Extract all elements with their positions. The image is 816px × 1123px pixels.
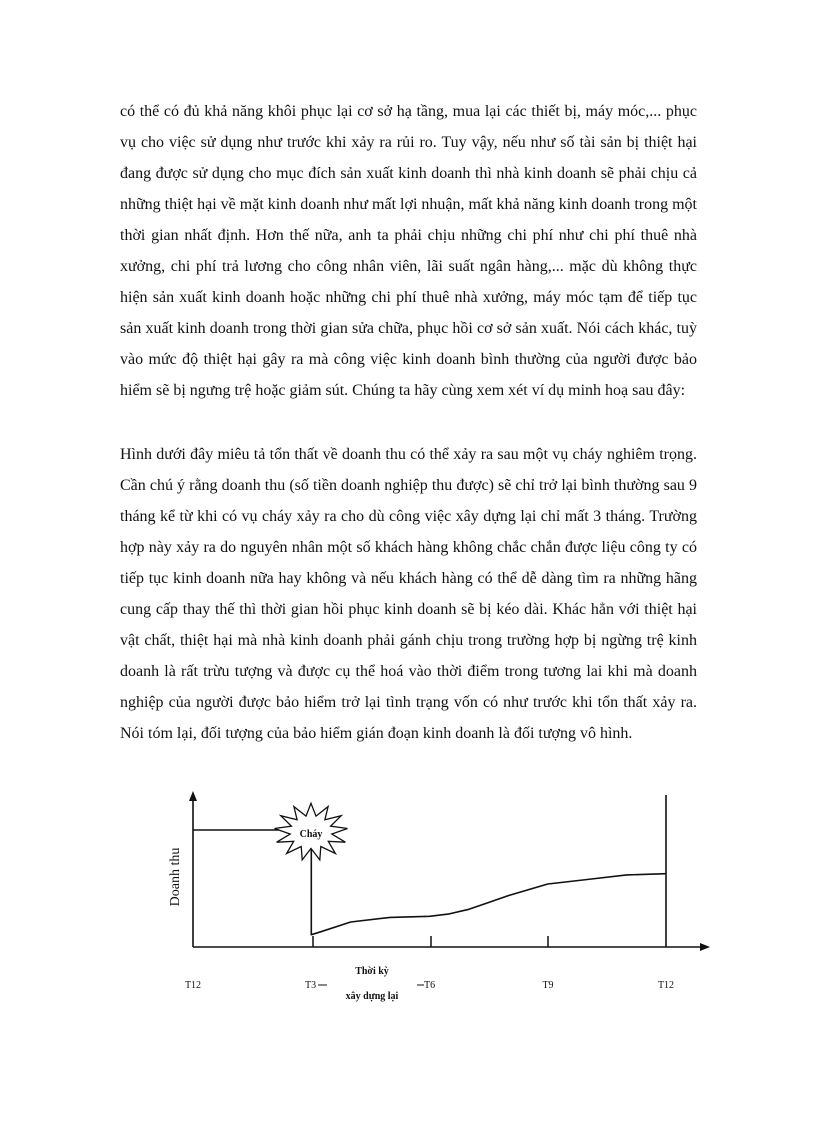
fire-burst-label: Cháy [299,829,323,840]
tick-label-end: T12 [657,980,675,991]
x-axis-arrow [700,943,710,951]
tick-label-t6: T6 [424,980,436,991]
revenue-line [193,830,666,935]
period-label-line2: xây dựng lại [345,991,399,1002]
tick-label-start: T12 [184,980,202,991]
revenue-loss-figure [0,785,816,1015]
tick-label-t3: T3 [305,980,317,991]
body-paragraph-2: Hình dưới đây miêu tả tổn thất về doanh thu có thể xảy ra sau một vụ cháy nghiêm trọng. Cần chú ý rằng doanh thu (số tiền doanh nghiệp thu được) sẽ chỉ trở lại bình thường sau 9 tháng kể từ khi có vụ cháy xảy ra cho dù công việc xây dựng lại chỉ mất 3 tháng. Trường hợp này xảy ra do nguyên nhân một số khách hàng không chắc chắn được liệu công ty có tiếp tục kinh doanh nữa hay không và nếu khách hàng có thể dễ dàng tìm ra những hãng cung cấp thay thế thì thời gian hồi phục kinh doanh sẽ bị kéo dài. Khác hẳn với thiệt hại vật chất, thiệt hại mà nhà kinh doanh phải gánh chịu trong trường hợp bị ngừng trệ kinh doanh là rất trừu tượng và được cụ thể hoá vào thời điểm trong tương lai khi mà doanh nghiệp của người được bảo hiểm trở lại tình trạng vốn có như trước khi tổn thất xảy ra. Nói tóm lại, đối tượng của bảo hiểm gián đoạn kinh doanh là đối tượng vô hình. [120,446,697,742]
body-paragraph-1: có thể có đủ khả năng khôi phục lại cơ sở hạ tầng, mua lại các thiết bị, máy móc,... phục vụ cho việc sử dụng như trước khi xảy ra rủi ro. Tuy vậy, nếu như số tài sản bị thiệt hại đang được sử dụng cho mục đích sản xuất kinh doanh thì nhà kinh doanh sẽ phải chịu cả những thiệt hại về mặt kinh doanh như mất lợi nhuận, mất khả năng kinh doanh trong một thời gian nhất định. Hơn thế nữa, anh ta phải chịu những chi phí như chi phí thuê nhà xưởng, chi phí trả lương cho công nhân viên, lãi suất ngân hàng,... mặc dù không thực hiện sản xuất kinh doanh hoặc những chi phí thuê nhà xưởng, máy móc tạm để tiếp tục sản xuất kinh doanh trong thời gian sửa chữa, phục hồi cơ sở sản xuất. Nói cách khác, tuỳ vào mức độ thiệt hại gây ra mà công việc kinh doanh bình thường của người được bảo hiểm sẽ bị ngưng trệ hoặc giảm sút. Chúng ta hãy cùng xem xét ví dụ minh hoạ sau đây: [120,103,697,399]
y-axis-label: Doanh thu [168,847,183,907]
tick-label-t9: T9 [542,980,554,991]
y-axis-arrow [189,791,197,801]
revenue-loss-chart [0,785,816,1015]
period-label-line1: Thời kỳ [355,966,389,977]
